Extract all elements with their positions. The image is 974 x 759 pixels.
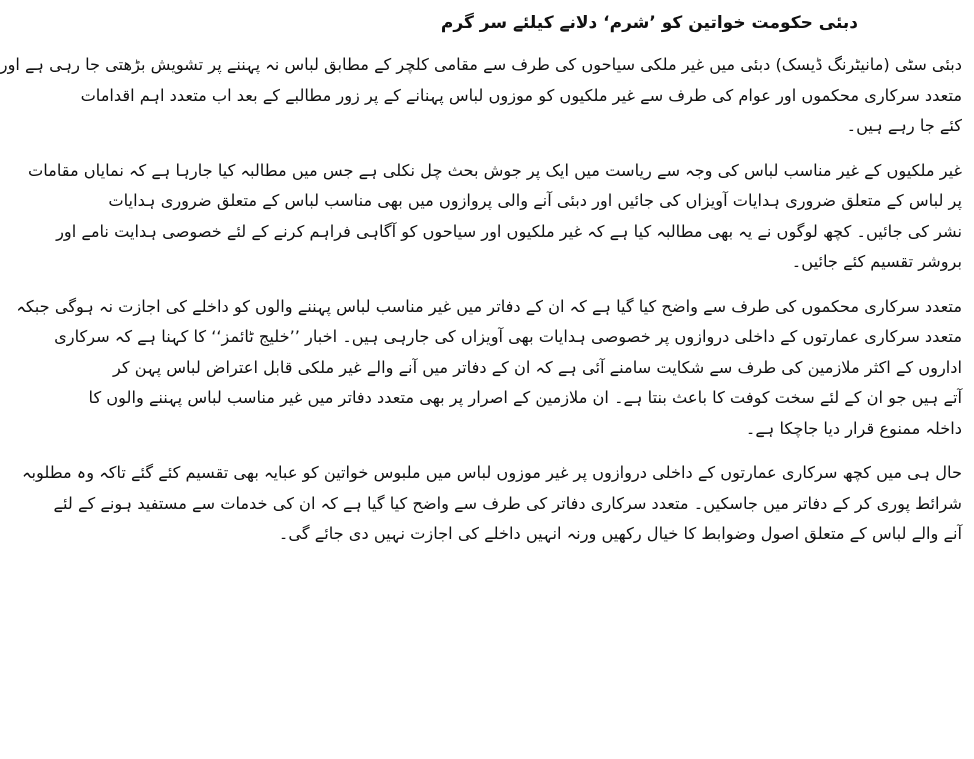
paragraph-line: اداروں کے اکثر ملازمین کی طرف سے شکایت سامنے آئی ہے کہ ان کے دفاتر میں آنے والے غیر ملکی قابل اعتراض لباس پہن کر xyxy=(113,357,962,377)
paragraph-line: آنے والے لباس کے متعلق اصول وضوابط کا خیال رکھیں ورنہ انہیں داخلے کی اجازت نہیں دی جائے گی۔ xyxy=(278,524,962,543)
paragraph-line: بروشر تقسیم کئے جائیں۔ xyxy=(791,252,962,271)
paragraph-1 xyxy=(0,50,962,142)
paragraph-line: متعدد سرکاری عمارتوں کے داخلی دروازوں پر خصوصی ہدایات بھی آویزاں کی جارہی ہیں۔ اخبار ’’خلیج ٹائمز‘‘ کا کہنا ہے کہ سرکاری xyxy=(54,327,962,346)
paragraph-line: غیر ملکیوں کے غیر مناسب لباس کی وجہ سے ریاست میں ایک پر جوش بحث چل نکلی ہے جس میں مطالبہ کیا جارہا ہے کہ نمایاں مقامات xyxy=(28,160,962,180)
paragraph-line: حال ہی میں کچھ سرکاری عمارتوں کے داخلی دروازوں پر غیر موزوں لباس میں ملبوس خواتین کو عبایہ بھی تقسیم کئے گئے تاکہ وہ مطلوبہ xyxy=(22,463,962,482)
paragraph-line: نشر کی جائیں۔ کچھ لوگوں نے یہ بھی مطالبہ کیا ہے کہ غیر ملکیوں اور سیاحوں کو آگاہی فراہم کرنے کے لئے خصوصی ہدایت نامے اور xyxy=(56,221,962,241)
headline: دبئی حکومت خواتین کو ’شرم‘ دلانے کیلئے سر گرم xyxy=(440,13,858,33)
paragraph-4 xyxy=(22,458,962,550)
paragraph-line: داخلہ ممنوع قرار دیا جاچکا ہے۔ xyxy=(745,418,962,438)
paragraph-line: دبئی سٹی (مانیٹرنگ ڈیسک) دبئی میں غیر ملکی سیاحوں کی طرف سے مقامی کلچر کے مطابق لباس نہ پہننے پر تشویش بڑھتی جا رہی ہے اور xyxy=(0,55,962,74)
paragraph-2 xyxy=(28,156,962,278)
paragraph-line: آتے ہیں جو ان کے لئے سخت کوفت کا باعث بنتا ہے۔ ان ملازمین کے اصرار پر بھی متعدد دفاتر میں غیر مناسب لباس پہننے والوں کا xyxy=(88,388,962,407)
paragraph-line: شرائط پوری کر کے دفاتر میں جاسکیں۔ متعدد سرکاری دفاتر کی طرف سے واضح کیا گیا ہے کہ ان کی خدمات سے مستفید ہونے کے لئے xyxy=(53,493,962,513)
paragraph-line: متعدد سرکاری محکموں اور عوام کی طرف سے غیر ملکیوں کو موزوں لباس پہنانے کے پر زور مطالبے کے بعد اب متعدد اہم اقدامات xyxy=(80,85,962,105)
article xyxy=(0,8,962,564)
paragraph-line: کئے جا رہے ہیں۔ xyxy=(846,116,962,135)
paragraph-3 xyxy=(16,292,962,445)
paragraph-line: متعدد سرکاری محکموں کی طرف سے واضح کیا گیا ہے کہ ان کے دفاتر میں غیر مناسب لباس پہننے والوں کو داخلے کی اجازت نہ ہوگی جبکہ xyxy=(16,296,962,316)
paragraph-line: پر لباس کے متعلق ضروری ہدایات آویزاں کی جائیں اور دبئی آنے والی پروازوں میں بھی مناسب لباس کے متعلق ضروری ہدایات xyxy=(108,191,962,210)
